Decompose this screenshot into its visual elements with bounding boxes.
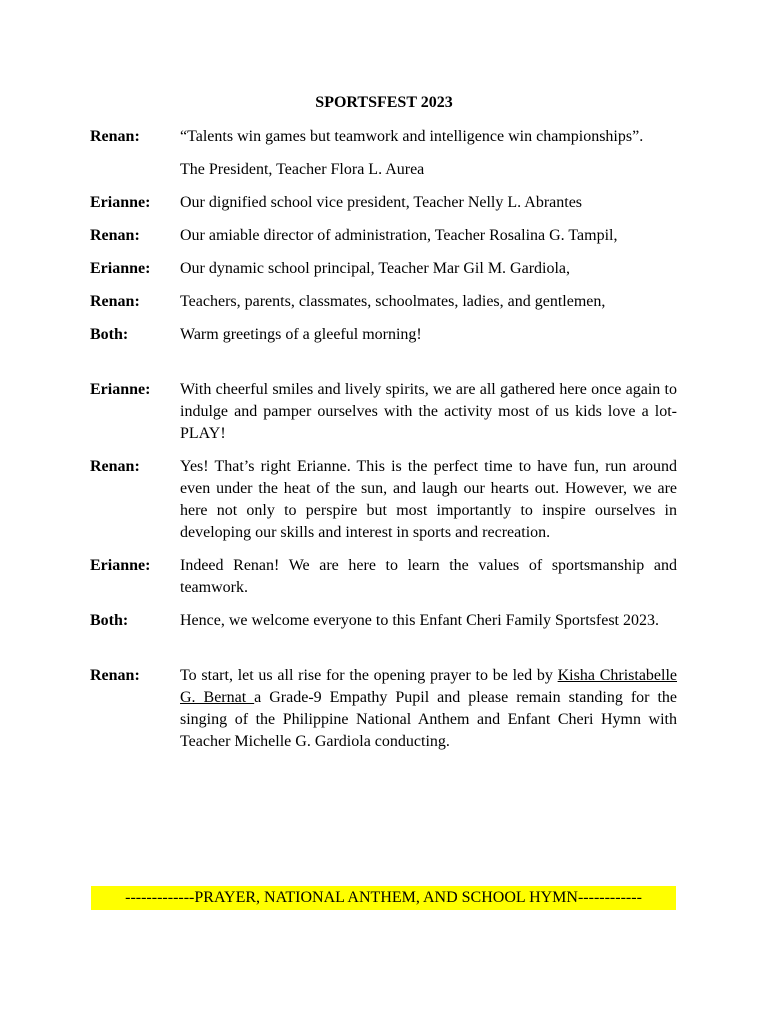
speaker-name: Renan:: [90, 128, 140, 145]
prayer-text-after: a Grade-9 Empathy Pupil and please remain standing for the singing of the Philippine National Anthem and Enfant Cheri Hymn with Teacher Michelle G. Gardiola conducting.: [180, 689, 677, 750]
dialogue-text: Yes! That’s right Erianne. This is the perfect time to have fun, run around even under the heat of the sun, and laugh our hearts out. However, we are here not only to perspire but most importantly to inspire ourselves in developing our skills and interest in sports and recreation.: [180, 458, 677, 541]
dialogue-text: Our dignified school vice president, Teacher Nelly L. Abrantes: [180, 194, 583, 211]
dialogue-text: “Talents win games but teamwork and intelligence win championships”.: [180, 128, 644, 145]
dialogue-line: [90, 324, 677, 346]
dialogue-text: The President, Teacher Flora L. Aurea: [180, 161, 425, 178]
dialogue-text: Our dynamic school principal, Teacher Mar Gil M. Gardiola,: [180, 260, 571, 277]
dialogue-line: [90, 456, 677, 544]
dialogue-line: [90, 258, 677, 280]
dialogue-line: [90, 379, 677, 445]
script-body: [90, 126, 677, 764]
dialogue-text: Our amiable director of administration, Teacher Rosalina G. Tampil,: [180, 227, 618, 244]
highlighted-banner: -------------PRAYER, NATIONAL ANTHEM, AND SCHOOL HYMN------------: [91, 886, 676, 910]
dialogue-text: Teachers, parents, classmates, schoolmates, ladies, and gentlemen,: [180, 293, 606, 310]
speaker-name: Renan:: [90, 667, 140, 684]
speaker-name: Erianne:: [90, 194, 151, 211]
dialogue-line: [90, 159, 677, 181]
dialogue-line: [90, 291, 677, 313]
dialogue-line: [90, 555, 677, 599]
speaker-name: Erianne:: [90, 381, 151, 398]
document-title: SPORTSFEST 2023: [315, 94, 453, 111]
dialogue-text: Warm greetings of a gleeful morning!: [180, 326, 422, 343]
speaker-name: Both:: [90, 612, 129, 629]
prayer-leader-name: Kisha Christabelle G. Bernat: [180, 667, 678, 706]
dialogue-text: Hence, we welcome everyone to this Enfant Cheri Family Sportsfest 2023.: [180, 612, 659, 629]
dialogue-text: Indeed Renan! We are here to learn the values of sportsmanship and teamwork.: [180, 557, 677, 596]
speaker-name: [90, 159, 180, 181]
speaker-name: Erianne:: [90, 557, 151, 574]
speaker-name: Renan:: [90, 227, 140, 244]
speaker-name: Erianne:: [90, 260, 151, 277]
dialogue-line: [90, 192, 677, 214]
dialogue-text: With cheerful smiles and lively spirits, we are all gathered here once again to indulge and pamper ourselves with the activity most of us kids love a lot- PLAY!: [180, 381, 677, 442]
speaker-name: Renan:: [90, 293, 140, 310]
dialogue-line: [90, 126, 677, 148]
dialogue-line: [90, 225, 677, 247]
dialogue-text: [180, 665, 677, 753]
prayer-dialogue-line: [90, 665, 677, 753]
speaker-name: Renan:: [90, 458, 140, 475]
speaker-name: Both:: [90, 326, 129, 343]
prayer-text-before: To start, let us all rise for the opening prayer to be led by: [180, 667, 558, 684]
dialogue-line: [90, 610, 677, 632]
